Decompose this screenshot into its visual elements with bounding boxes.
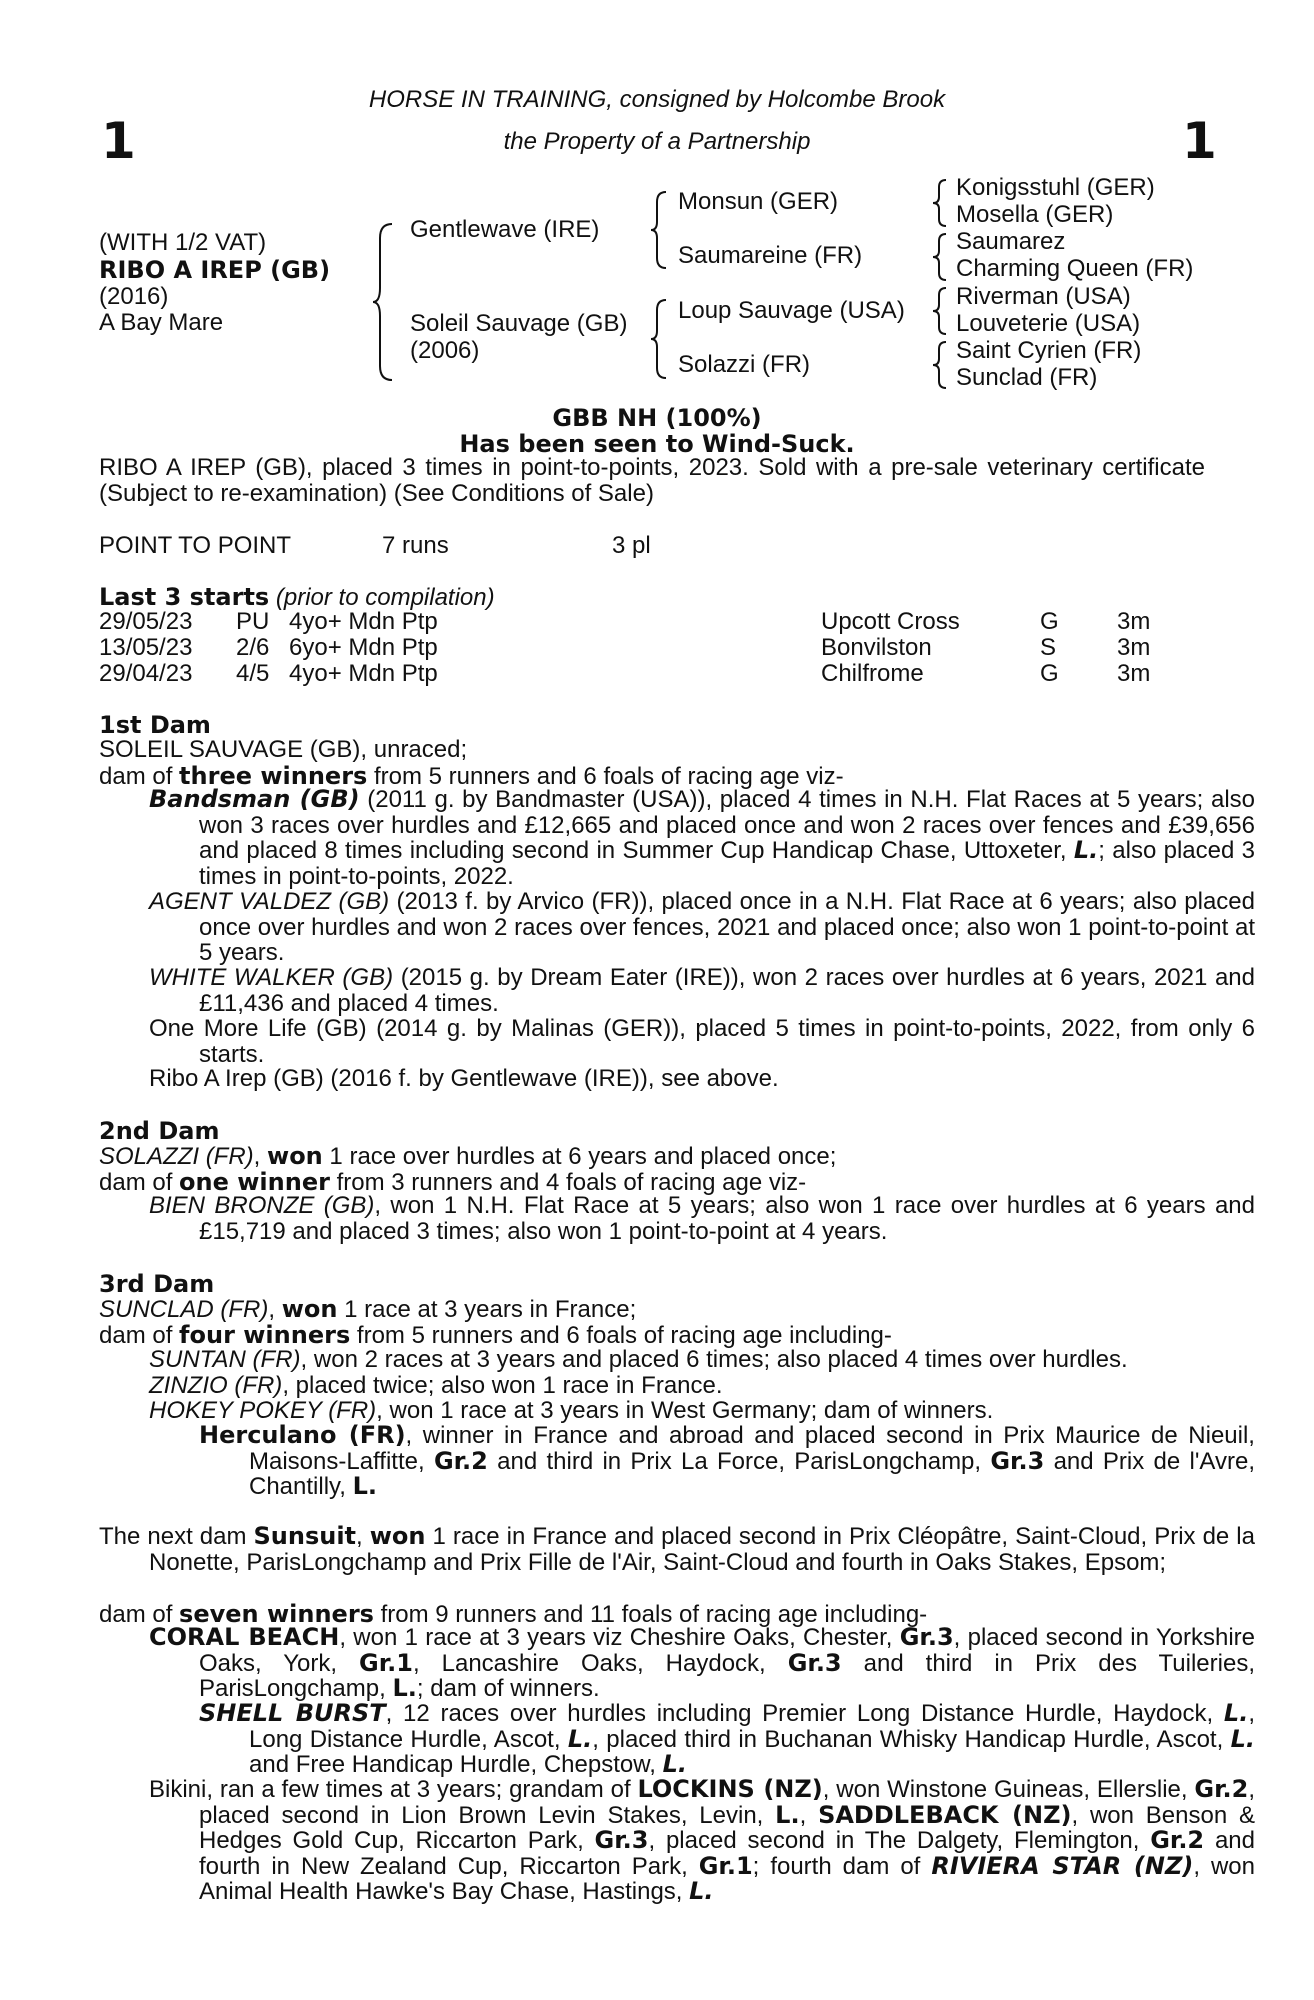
start-race: 6yo+ Mdn Ptp — [289, 634, 438, 661]
start-date: 29/04/23 — [99, 660, 193, 687]
start-course: Chilfrome — [821, 660, 924, 687]
pedigree-brace-ds — [932, 286, 948, 336]
offspring-entry: Ribo A Irep (GB) (2016 f. by Gentlewave (IRE)), see above. — [149, 1065, 779, 1092]
second-dam-line: SOLAZZI (FR), won 1 race over hurdles at 6 years and placed once; — [99, 1142, 837, 1170]
third-dam-line: SUNCLAD (FR), won 1 race at 3 years in France; — [99, 1295, 637, 1323]
pedigree-brace-main — [372, 222, 394, 382]
start-date: 13/05/23 — [99, 634, 193, 661]
pedigree-brace-dam — [650, 298, 668, 380]
start-position: 4/5 — [236, 660, 270, 687]
offspring-entry: ZINZIO (FR), placed twice; also won 1 race in France. — [149, 1372, 723, 1399]
offspring-entry: SUNTAN (FR), won 2 races at 3 years and placed 6 times; also placed 4 times over hurdles. — [149, 1346, 1128, 1373]
third-dam-heading: 3rd Dam — [99, 1270, 215, 1298]
record-label: POINT TO POINT — [99, 532, 292, 559]
start-position: 2/6 — [236, 634, 270, 661]
pedigree-sire-dam: Saumareine (FR) — [678, 242, 863, 269]
offspring-name: One More Life (GB) — [149, 1015, 367, 1042]
next-dam-line: The next dam Sunsuit, won 1 race in France and placed second in Prix Cléopâtre, Saint-Cloud, Prix de la Nonette, ParisLongchamp and Prix Fille de l'Air, Saint-Cloud and fourth in Oaks Stakes, Epsom; — [99, 1522, 1255, 1576]
start-date: 29/05/23 — [99, 608, 193, 635]
grand-offspring-entry: SHELL BURST, 12 races over hurdles including Premier Long Distance Hurdle, Haydock, L., Long Distance Hurdle, Ascot, L., placed third in Buchanan Whisky Handicap Hurdle, Ascot, L. and Free Handicap Hurdle, Chepstow, L. — [199, 1699, 1256, 1778]
pedigree-brace-ss — [932, 178, 948, 228]
header-consignor: HORSE IN TRAINING, consigned by Holcombe Brook — [368, 86, 946, 113]
pedigree-dam: Soleil Sauvage (GB) — [410, 310, 628, 337]
start-position: PU — [236, 608, 270, 635]
start-going: G — [1040, 608, 1059, 635]
vat-note: (WITH 1/2 VAT) — [99, 229, 267, 256]
pedigree-brace-dd — [932, 340, 948, 390]
first-dam-produce: dam of three winners from 5 runners and 6 foals of racing age viz- — [99, 762, 844, 790]
start-distance: 3m — [1117, 634, 1151, 661]
record-placed: 3 pl — [612, 532, 651, 559]
second-dam-heading: 2nd Dam — [99, 1117, 220, 1145]
offspring-entry: Bikini, ran a few times at 3 years; grandam of LOCKINS (NZ), won Winstone Guineas, Ellerslie, Gr.2, placed second in Lion Brown Levin Stakes, Levin, L., SADDLEBACK (NZ), won Benson & Hedges Gold Cup, Riccarton Park, Gr.3, placed second in The Dalgety, Flemington, Gr.2 and fourth in New Zealand Cup, Riccarton Park, Gr.1; fourth dam of RIVIERA STAR (NZ), won Animal Health Hawke's Bay Chase, Hastings, L. — [149, 1775, 1256, 1905]
start-race: 4yo+ Mdn Ptp — [289, 608, 438, 635]
start-course: Bonvilston — [821, 634, 932, 661]
pedigree-dds: Saint Cyrien (FR) — [956, 337, 1142, 364]
gbb-rating: GBB NH (100%) — [552, 404, 762, 432]
horse-year: (2016) — [99, 283, 169, 310]
pedigree-sire-sire: Monsun (GER) — [678, 188, 839, 215]
pedigree-sds: Saumarez — [956, 228, 1066, 255]
third-dam-produce: dam of four winners from 5 runners and 6 foals of racing age including- — [99, 1321, 892, 1349]
offspring-entry: BIEN BRONZE (GB), won 1 N.H. Flat Race at 5 years; also won 1 race over hurdles at 6 years and £15,719 and placed 3 times; also won 1 point-to-point at 4 years. — [149, 1192, 1256, 1245]
pedigree-sdd: Charming Queen (FR) — [956, 255, 1194, 282]
start-distance: 3m — [1117, 608, 1151, 635]
sale-summary: RIBO A IREP (GB), placed 3 times in point-to-points, 2023. Sold with a pre-sale veterinary certificate (Subject to re-examination) (See Conditions of Sale) — [99, 454, 1205, 507]
offspring-entry: Bandsman (GB) (2011 g. by Bandmaster (USA)), placed 4 times in N.H. Flat Races at 5 years; also won 3 races over hurdles and £12,665 and placed once and won 2 races over fences and £39,656 and placed 8 times including second in Summer Cup Handicap Chase, Uttoxeter, L.; also placed 3 times in point-to-points, 2022. — [149, 785, 1255, 890]
record-runs: 7 runs — [382, 532, 449, 559]
start-going: S — [1040, 634, 1057, 661]
offspring-entry: CORAL BEACH, won 1 race at 3 years viz Cheshire Oaks, Chester, Gr.3, placed second in Yorkshire Oaks, York, Gr.1, Lancashire Oaks, Haydock, Gr.3 and third in Prix des Tuileries, ParisLongchamp, L.; dam of winners. — [149, 1623, 1255, 1702]
start-course: Upcott Cross — [821, 608, 960, 635]
offspring-entry: One More Life (GB) (2014 g. by Malinas (GER)), placed 5 times in point-to-points, 2022, from only 6 starts. — [149, 1015, 1255, 1068]
pedigree-sire: Gentlewave (IRE) — [410, 216, 600, 243]
first-dam-line: SOLEIL SAUVAGE (GB), unraced; — [99, 736, 468, 763]
pedigree-sss: Konigsstuhl (GER) — [956, 174, 1155, 201]
grand-offspring-entry: Herculano (FR), winner in France and abroad and placed second in Prix Maurice de Nieuil, Maisons-Laffitte, Gr.2 and third in Prix La Force, ParisLongchamp, Gr.3 and Prix de l'Avre, Chantilly, L. — [199, 1421, 1255, 1500]
last-starts-heading: Last 3 starts (prior to compilation) — [99, 583, 495, 611]
pedigree-dam-year: (2006) — [410, 337, 480, 364]
lot-number-right: 1 — [1182, 112, 1217, 170]
second-dam-produce: dam of one winner from 3 runners and 4 foals of racing age viz- — [99, 1168, 807, 1196]
pedigree-dam-dam: Solazzi (FR) — [678, 351, 811, 378]
start-going: G — [1040, 660, 1059, 687]
first-dam-heading: 1st Dam — [99, 711, 211, 739]
pedigree-brace-sd — [932, 232, 948, 282]
wind-suck-note: Has been seen to Wind-Suck. — [459, 430, 855, 458]
offspring-entry: WHITE WALKER (GB) (2015 g. by Dream Eater (IRE)), won 2 races over hurdles at 6 years, 2021 and £11,436 and placed 4 times. — [149, 964, 1255, 1017]
start-distance: 3m — [1117, 660, 1151, 687]
start-race: 4yo+ Mdn Ptp — [289, 660, 438, 687]
pedigree-dss: Riverman (USA) — [956, 283, 1131, 310]
pedigree-dsd: Louveterie (USA) — [956, 310, 1141, 337]
offspring-name: BIEN BRONZE (GB) — [149, 1192, 375, 1219]
pedigree-brace-sire — [650, 190, 668, 270]
offspring-name: AGENT VALDEZ (GB) — [149, 888, 390, 915]
offspring-name: Bandsman (GB) — [149, 785, 360, 813]
lot-number-left: 1 — [101, 112, 136, 170]
header-property: the Property of a Partnership — [503, 128, 811, 155]
offspring-entry: HOKEY POKEY (FR), won 1 race at 3 years in West Germany; dam of winners. — [149, 1397, 994, 1424]
offspring-entry: AGENT VALDEZ (GB) (2013 f. by Arvico (FR)), placed once in a N.H. Flat Race at 6 years; also placed once over hurdles and won 2 races over fences, 2021 and placed once; also won 1 point-to-point at 5 years. — [149, 888, 1255, 966]
pedigree-ssd: Mosella (GER) — [956, 201, 1114, 228]
offspring-name: WHITE WALKER (GB) — [149, 964, 394, 991]
offspring-name: Ribo A Irep (GB) — [149, 1065, 324, 1092]
pedigree-dam-sire: Loup Sauvage (USA) — [678, 297, 905, 324]
horse-description: A Bay Mare — [99, 309, 224, 336]
next-dam-produce: dam of seven winners from 9 runners and 11 foals of racing age including- — [99, 1600, 928, 1628]
pedigree-ddd: Sunclad (FR) — [956, 364, 1098, 391]
horse-name: RIBO A IREP (GB) — [99, 256, 331, 284]
